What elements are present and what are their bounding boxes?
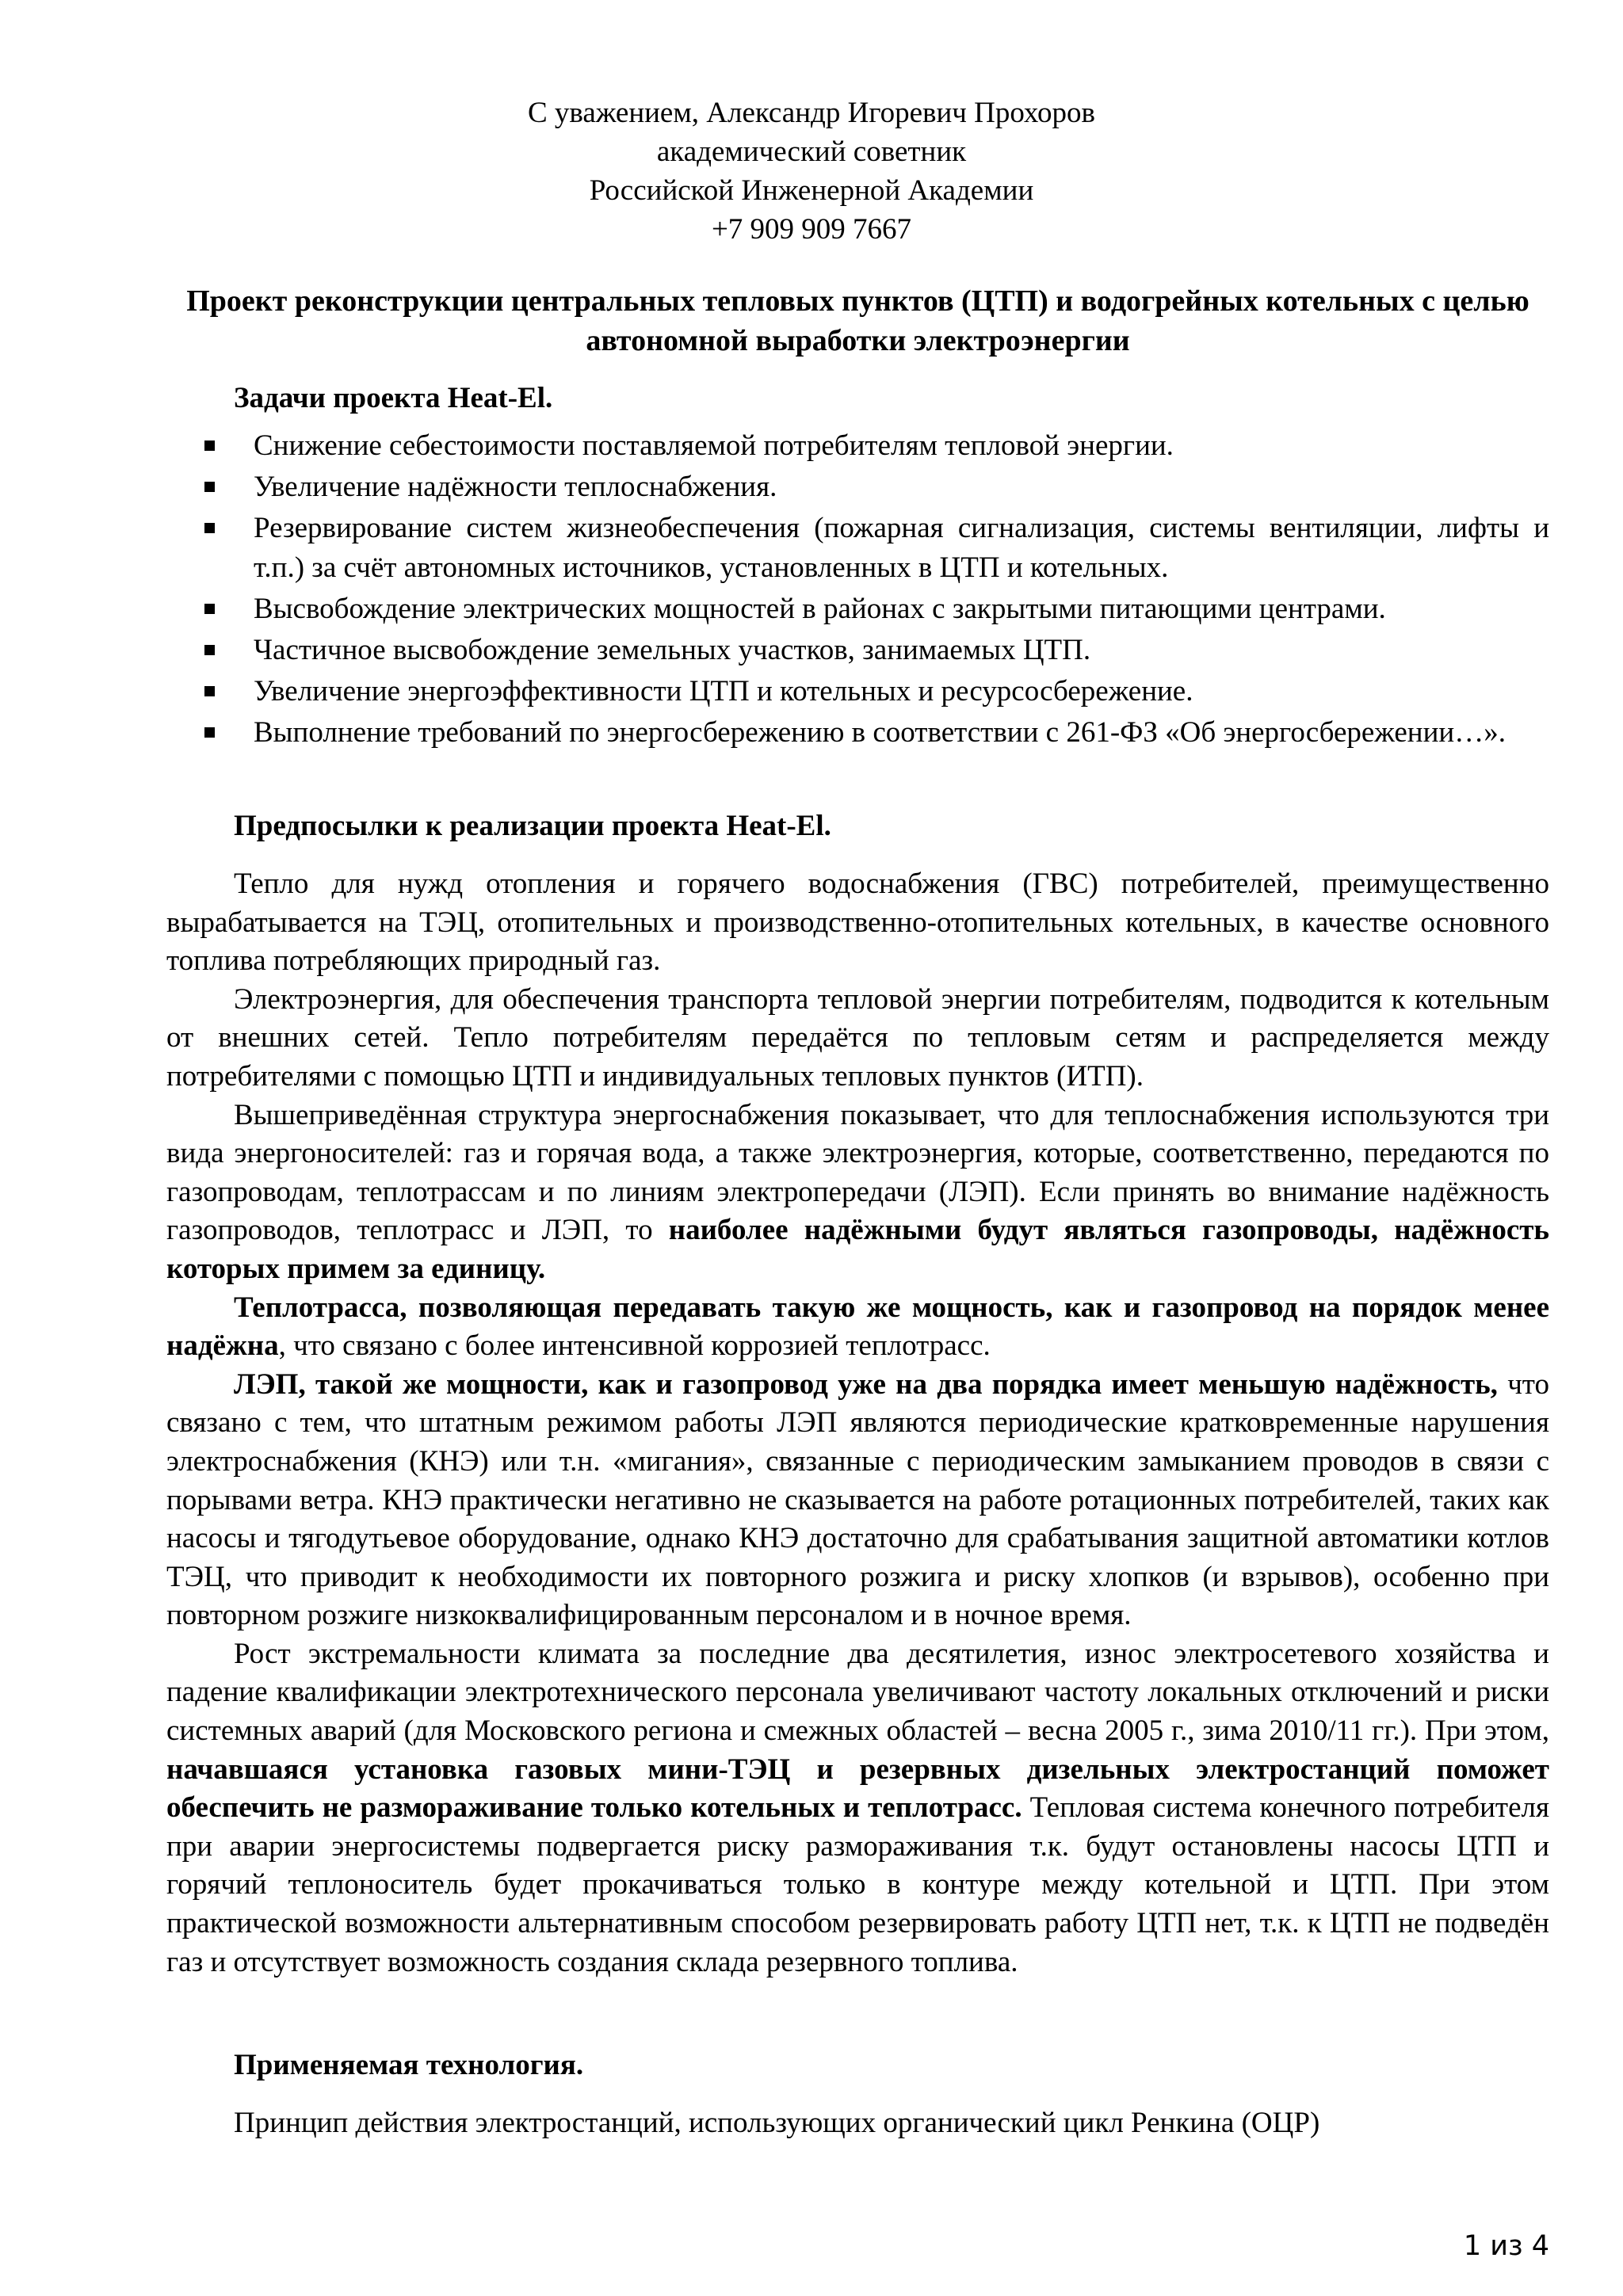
signature-organization: Российской Инженерной Академии <box>589 174 1034 207</box>
bullet-square-icon <box>204 482 215 492</box>
list-item: Выполнение требований по энергосбережению в соответствии с 261-ФЗ «Об энергосбережении…». <box>198 713 1549 753</box>
list-item: Частичное высвобождение земельных участков, занимаемых ЦТП. <box>198 631 1549 670</box>
document-title: Проект реконструкции центральных тепловых пунктов (ЦТП) и водогрейных котельных с целью автономной выработки электроэнергии <box>186 284 1529 357</box>
signature-block <box>0 93 1623 249</box>
paragraph: Тепло для нужд отопления и горячего водоснабжения (ГВС) потребителей, преимущественно вырабатывается на ТЭЦ, отопительных и производственно-отопительных котельных, в качестве основного топлива потребляющих природный газ. <box>166 868 1549 978</box>
page-number: 1 из 4 <box>1463 2230 1549 2262</box>
prerequisites-heading: Предпосылки к реализации проекта Heat-El. <box>234 810 831 842</box>
paragraph: Принцип действия электростанций, использующих органический цикл Ренкина (ОЦР) <box>234 2107 1320 2139</box>
bullet-square-icon <box>204 686 215 696</box>
list-item: Увеличение надёжности теплоснабжения. <box>198 467 1549 507</box>
signature-position: академический советник <box>656 135 967 168</box>
paragraph: ЛЭП, такой же мощности, как и газопровод уже на два порядка имеет меньшую надёжность, что связано с тем, что штатным режимом работы ЛЭП являются периодические кратковременные нарушения электроснабжения (КНЭ) или т.н. «мигания», связанные с периодическим замыканием проводов в связи с порывами ветра. КНЭ практически негативно не сказывается на работе ротационных потребителей, таких как насосы и тягодутьевое оборудование, однако КНЭ достаточно для срабатывания защитной автоматики котлов ТЭЦ, что приводит к необходимости их повторного розжига и риску хлопков (и взрывов), особенно при повторном розжиге низкоквалифицированным персоналом и в ночное время. <box>166 1367 1549 1632</box>
bullet-square-icon <box>204 523 215 533</box>
list-item: Увеличение энергоэффективности ЦТП и котельных и ресурсосбережение. <box>198 672 1549 711</box>
technology-heading: Применяемая технология. <box>234 2049 584 2081</box>
paragraph: Теплотрасса, позволяющая передавать такую же мощность, как и газопровод на порядок менее надёжна, что связано с более интенсивной коррозией теплотрасс. <box>166 1291 1549 1363</box>
paragraph: Вышеприведённая структура энергоснабжения показывает, что для теплоснабжения используются три вида энергоносителей: газ и горячая вода, а также электроэнергия, которые, соответственно, передаются по газопроводам, теплотрассам и по линиям электропередачи (ЛЭП). Если принять во внимание надёжность газопроводов, теплотрасс и ЛЭП, то наиболее надёжными будут являться газопроводы, надёжность которых примем за единицу. <box>166 1098 1549 1285</box>
signature-phone: +7 909 909 7667 <box>711 213 912 246</box>
paragraph: Электроэнергия, для обеспечения транспорта тепловой энергии потребителям, подводится к котельным от внешних сетей. Тепло потребителям передаётся по тепловым сетям и распределяется между потребителями с помощью ЦТП и индивидуальных тепловых пунктов (ИТП). <box>166 982 1549 1093</box>
tasks-heading: Задачи проекта Heat-El. <box>234 382 553 414</box>
list-item: Высвобождение электрических мощностей в районах с закрытыми питающими центрами. <box>198 589 1549 629</box>
bullet-square-icon <box>204 604 215 614</box>
signature-name: С уважением, Александр Игоревич Прохоров <box>528 97 1095 129</box>
bullet-square-icon <box>204 441 215 451</box>
prerequisites-body <box>166 865 1549 1981</box>
technology-body <box>166 2104 1549 2143</box>
list-item: Резервирование систем жизнеобеспечения (пожарная сигнализация, системы вентиляции, лифты и т.п.) за счёт автономных источников, установленных в ЦТП и котельных. <box>198 509 1549 588</box>
paragraph: Рост экстремальности климата за последние два десятилетия, износ электросетевого хозяйства и падение квалификации электротехнического персонала увеличивают частоту локальных отключений и риски системных аварий (для Московского региона и смежных областей – весна 2005 г., зима 2010/11 гг.). При этом, начавшаяся установка газовых мини-ТЭЦ и резервных дизельных электростанций поможет обеспечить не размораживание только котельных и теплотрасс. Тепловая система конечного потребителя при аварии энергосистемы подвергается риску размораживания т.к. будут остановлены насосы ЦТП и горячий теплоноситель будет прокачиваться только в контуре между котельной и ЦТП. При этом практической возможности альтернативным способом резервировать работу ЦТП нет, т.к. к ЦТП не подведён газ и отсутствует возможность создания склада резервного топлива. <box>166 1637 1549 1978</box>
list-item: Снижение себестоимости поставляемой потребителям тепловой энергии. <box>198 426 1549 466</box>
bullet-square-icon <box>204 645 215 655</box>
bullet-square-icon <box>204 727 215 738</box>
tasks-list <box>198 426 1549 754</box>
